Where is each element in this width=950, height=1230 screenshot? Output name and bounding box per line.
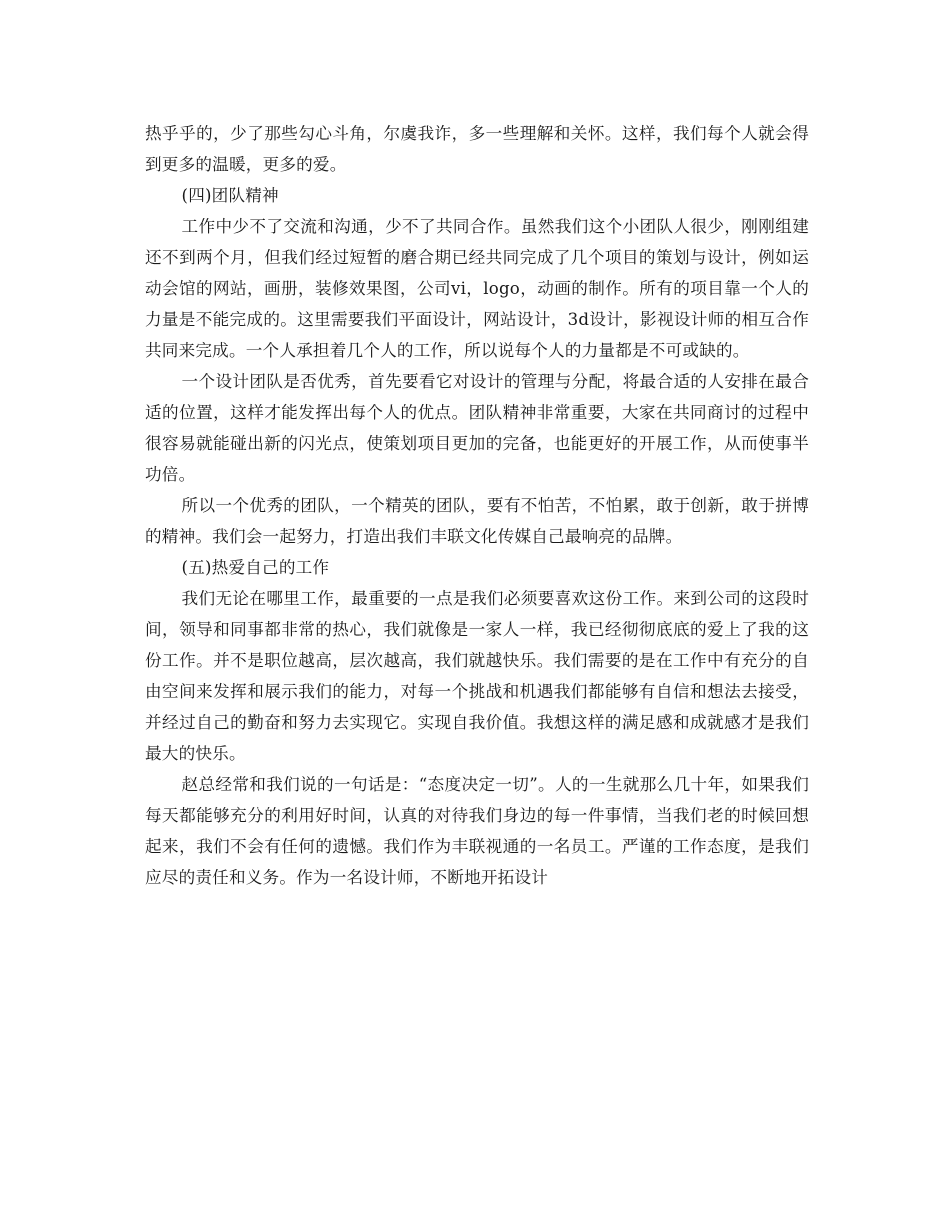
paragraph: 工作中少不了交流和沟通，少不了共同合作。虽然我们这个小团队人很少，刚刚组建还不到两个月，但我们经过短暂的磨合期已经共同完成了几个项目的策划与设计，例如运动会馆的网站，画册，装修效果图，公司vi，logo，动画的制作。所有的项目靠一个人的力量是不能完成的。这里需要我们平面设计，网站设计，3d设计，影视设计师的相互合作共同来完成。一个人承担着几个人的工作，所以说每个人的力量都是不可或缺的。 [145, 217, 809, 360]
section-heading-team-spirit: (四)团队精神 [181, 186, 279, 205]
paragraph: 所以一个优秀的团队，一个精英的团队，要有不怕苦，不怕累，敢于创新，敢于拼博的精神。我们会一起努力，打造出我们丰联文化传媒自己最响亮的品牌。 [145, 496, 809, 546]
paragraph: 一个设计团队是否优秀，首先要看它对设计的管理与分配，将最合适的人安排在最合适的位置，这样才能发挥出每个人的优点。团队精神非常重要，大家在共同商讨的过程中很容易就能碰出新的闪光点，使策划项目更加的完备，也能更好的开展工作，从而使事半功倍。 [145, 372, 809, 484]
paragraph: 我们无论在哪里工作，最重要的一点是我们必须要喜欢这份工作。来到公司的这段时间，领导和同事都非常的热心，我们就像是一家人一样，我已经彻彻底底的爱上了我的这份工作。并不是职位越高，层次越高，我们就越快乐。我们需要的是在工作中有充分的自由空间来发挥和展示我们的能力，对每一个挑战和机遇我们都能够有自信和想法去接受，并经过自己的勤奋和努力去实现它。实现自我价值。我想这样的满足感和成就感才是我们最大的快乐。 [145, 589, 809, 763]
section-heading-love-work: (五)热爱自己的工作 [181, 558, 330, 577]
paragraph: 赵总经常和我们说的一句话是：“态度决定一切”。人的一生就那么几十年，如果我们每天都能够充分的利用好时间，认真的对待我们身边的每一件事情，当我们老的时候回想起来，我们不会有任何的遗憾。我们作为丰联视通的一名员工。严谨的工作态度，是我们应尽的责任和义务。作为一名设计师，不断地开拓设计 [145, 775, 809, 887]
paragraph-continued: 热乎乎的，少了那些勾心斗角，尔虞我诈，多一些理解和关怀。这样，我们每个人就会得到更多的温暖，更多的爱。 [145, 124, 809, 174]
document-body [145, 118, 809, 893]
